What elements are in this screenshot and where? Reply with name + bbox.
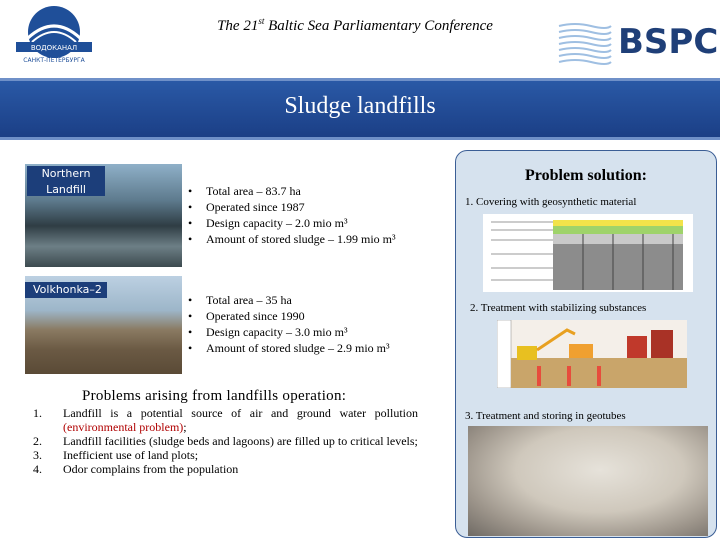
conference-title-sup: st: [258, 16, 265, 26]
svg-text:САНКТ-ПЕТЕРБУРГА: САНКТ-ПЕТЕРБУРГА: [23, 57, 85, 64]
fact-item: • Design capacity – 3.0 mio m³: [188, 324, 448, 340]
stabilization-diagram: [497, 320, 687, 388]
problem-number: 2.: [33, 434, 42, 448]
conference-title-suffix: Baltic Sea Parliamentary Conference: [264, 18, 493, 34]
problem-item: [33, 406, 418, 434]
bspc-logo-text: BSPC: [618, 22, 719, 62]
problem-text: Inefficient use of land plots;: [63, 448, 199, 462]
problem-item: [33, 462, 418, 476]
conference-title-prefix: The 21: [217, 18, 259, 34]
problem-text: Odor complains from the population: [63, 462, 239, 476]
geosynthetic-diagram: [483, 214, 693, 292]
problems-heading: Problems arising from landfills operation:: [82, 388, 347, 404]
problem-item: [33, 448, 418, 462]
problem-number: 1.: [33, 406, 42, 420]
volkhonka-landfill-label: Volkhonka–2: [25, 282, 107, 298]
northern-landfill-facts: [188, 183, 448, 247]
svg-text:ВОДОКАНАЛ: ВОДОКАНАЛ: [30, 44, 78, 52]
fact-item: • Amount of stored sludge – 1.99 mio m³: [188, 231, 448, 247]
problem-text: Landfill is a potential source of air and ground water pollution: [63, 406, 418, 420]
volkhonka-landfill-facts: [188, 292, 448, 356]
problem-tail: ;: [183, 420, 187, 434]
northern-landfill-label: Northern Landfill: [27, 166, 105, 196]
solution-item: 1. Covering with geosynthetic material: [465, 196, 637, 208]
problem-highlight: (environmental problem): [63, 420, 184, 434]
solution-panel-title: Problem solution:: [525, 167, 647, 184]
solution-item: 2. Treatment with stabilizing substances: [470, 302, 647, 314]
problem-item: [33, 434, 418, 448]
vodokanal-logo: [8, 4, 100, 66]
solution-item: 3. Treatment and storing in geotubes: [465, 410, 626, 422]
fact-item: • Amount of stored sludge – 2.9 mio m³: [188, 340, 448, 356]
problem-text: Landfill facilities (sludge beds and lagoons) are filled up to critical levels;: [63, 434, 418, 448]
fact-item: • Operated since 1987: [188, 199, 448, 215]
fact-item: • Total area – 83.7 ha: [188, 183, 448, 199]
fact-item: • Design capacity – 2.0 mio m³: [188, 215, 448, 231]
slide-title: Sludge landfills: [284, 93, 436, 119]
problems-list: [33, 406, 418, 476]
fact-item: • Operated since 1990: [188, 308, 448, 324]
problem-number: 4.: [33, 462, 42, 476]
fact-item: • Total area – 35 ha: [188, 292, 448, 308]
conference-title: [150, 16, 560, 35]
problem-number: 3.: [33, 448, 42, 462]
geotube-photo: [468, 426, 708, 536]
